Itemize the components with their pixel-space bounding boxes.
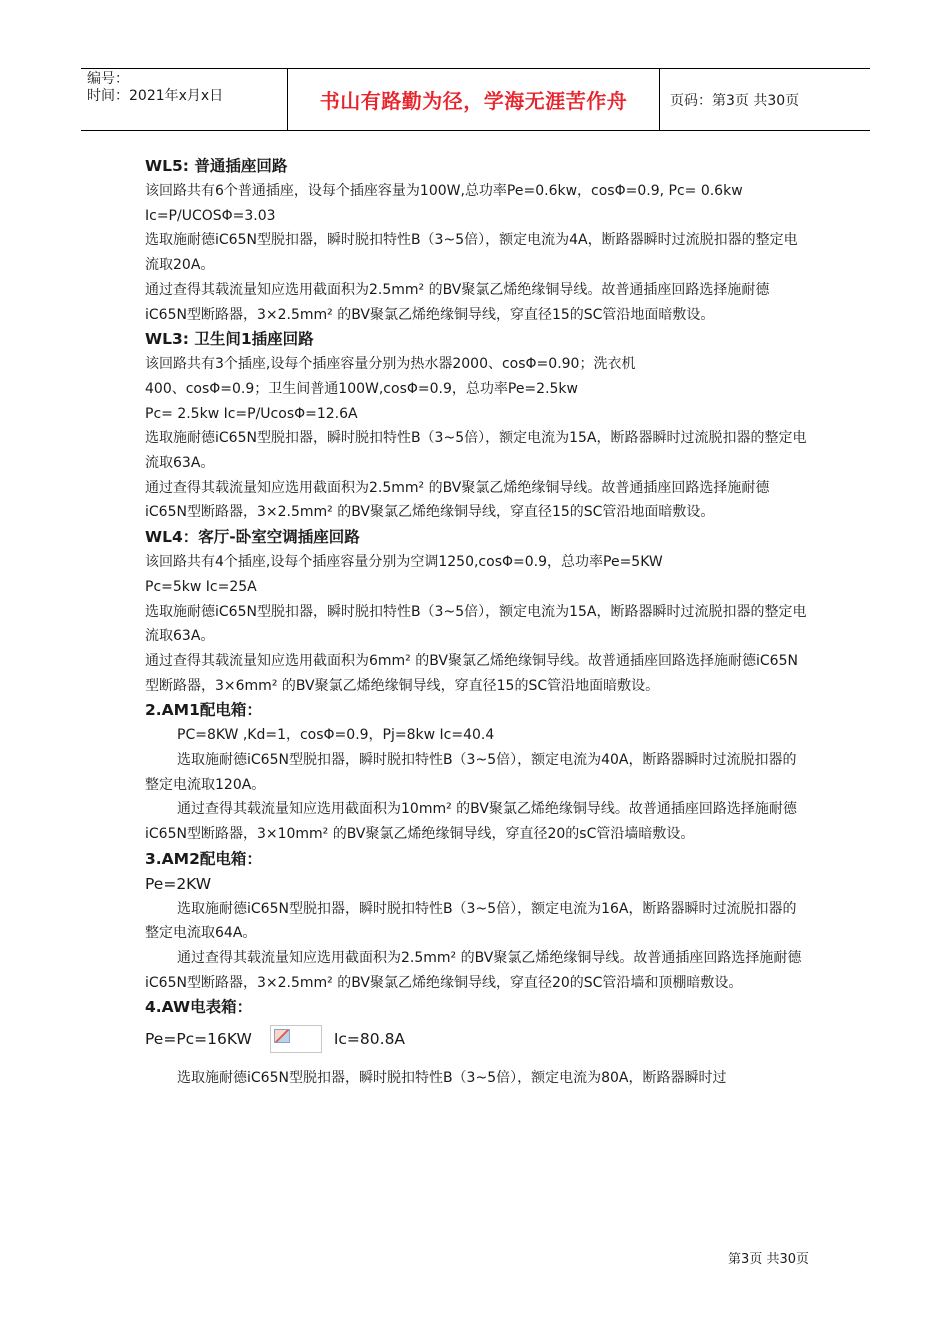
body-paragraphs [145,154,809,1020]
body-paragraph: 选取施耐德iC65N型脱扣器，瞬时脱扣特性B（3~5倍），额定电流为4A，断路器瞬时过流脱扣器的整定电流取20A。 [145,232,798,274]
document-number: 编号： [87,71,129,87]
body-paragraph: 该回路共有3个插座,设每个插座容量分别为热水器2000、cosΦ=0.90；洗衣机 [145,356,636,373]
body-paragraph: 400、cosΦ=0.9；卫生间普通100W,cosΦ=0.9，总功率Pe=2.5kw [145,380,578,397]
body-paragraph: 选取施耐德iC65N型脱扣器，瞬时脱扣特性B（3~5倍），额定电流为15A，断路器瞬时过流脱扣器的整定电流取63A。 [145,603,807,645]
section-heading: 3.AM2配电箱： [145,849,262,868]
page-header [81,68,870,131]
body-paragraph: Pc= 2.5kw Ic=P/UcosΦ=12.6A [145,405,358,422]
broken-image-icon [274,1029,290,1043]
section-heading: WL5: 普通插座回路 [145,157,288,175]
document-body [145,154,809,1091]
body-paragraph: Pe=2KW [145,874,212,893]
header-slogan: 书山有路勤为径，学海无涯苦作舟 [288,69,660,130]
body-paragraph: 通过查得其载流量知应选用截面积为2.5mm² 的BV聚氯乙烯绝缘铜导线。故普通插座回路选择施耐德iC65N型断路器，3×2.5mm² 的BV聚氯乙烯绝缘铜导线，穿直径15的SC管沿地面暗敷设。 [145,479,770,521]
section-heading: WL4：客厅-卧室空调插座回路 [145,528,360,547]
embedded-image-placeholder [270,1025,322,1053]
body-paragraph: 通过查得其载流量知应选用截面积为10mm² 的BV聚氯乙烯绝缘铜导线。故普通插座回路选择施耐德iC65N型断路器，3×10mm² 的BV聚氯乙烯绝缘铜导线，穿直径20的sC管沿墙暗敷设。 [145,801,797,843]
header-meta [81,69,288,130]
body-paragraph: PC=8KW ,Kd=1，cosΦ=0.9，Pj=8kw Ic=40.4 [177,727,495,744]
body-paragraph: Ic=P/UCOSΦ=3.03 [145,207,276,224]
body-paragraph: Pc=5kw Ic=25A [145,578,257,595]
body-paragraph: 选取施耐德iC65N型脱扣器，瞬时脱扣特性B（3~5倍），额定电流为16A，断路器瞬时过流脱扣器的整定电流取64A。 [145,900,797,942]
section-heading: WL3: 卫生间1插座回路 [145,330,314,349]
section-heading: 4.AW电表箱： [145,998,253,1017]
equation-right: Ic=80.8A [333,1030,406,1049]
body-paragraph: 该回路共有4个插座,设每个插座容量分别为空调1250,cosΦ=0.9，总功率Pe=5KW [145,554,663,571]
equation-line [145,1022,809,1056]
body-paragraph: 通过查得其载流量知应选用截面积为2.5mm² 的BV聚氯乙烯绝缘铜导线。故普通插座回路选择施耐德iC65N型断路器，3×2.5mm² 的BV聚氯乙烯绝缘铜导线，穿直径15的SC管沿地面暗敷设。 [145,281,770,323]
header-page-number: 页码：第3页 共30页 [670,92,800,109]
body-paragraph: 通过查得其载流量知应选用截面积为6mm² 的BV聚氯乙烯绝缘铜导线。故普通插座回路选择施耐德iC65N型断路器，3×6mm² 的BV聚氯乙烯绝缘铜导线，穿直径15的SC管沿地面暗敷设。 [145,652,798,694]
last-paragraph: 选取施耐德iC65N型脱扣器，瞬时脱扣特性B（3~5倍），额定电流为80A，断路器瞬时过 [177,1070,727,1087]
section-heading: 2.AM1配电箱： [145,701,262,720]
document-date: 时间：2021年x月x日 [87,88,224,104]
page-footer: 第3页 共30页 [728,1252,809,1267]
body-paragraph: 该回路共有6个普通插座，设每个插座容量为100W,总功率Pe=0.6kw，cosΦ=0.9, Pc= 0.6kw [145,183,743,199]
body-paragraph: 选取施耐德iC65N型脱扣器，瞬时脱扣特性B（3~5倍），额定电流为40A，断路器瞬时过流脱扣器的整定电流取120A。 [145,752,797,793]
body-paragraph: 选取施耐德iC65N型脱扣器，瞬时脱扣特性B（3~5倍），额定电流为15A，断路器瞬时过流脱扣器的整定电流取63A。 [145,430,807,472]
body-paragraph: 通过查得其载流量知应选用截面积为2.5mm² 的BV聚氯乙烯绝缘铜导线。故普通插座回路选择施耐德iC65N型断路器，3×2.5mm² 的BV聚氯乙烯绝缘铜导线，穿直径20的SC管沿墙和顶棚暗敷设。 [145,949,802,991]
equation-left: Pe=Pc=16KW [145,1030,252,1049]
